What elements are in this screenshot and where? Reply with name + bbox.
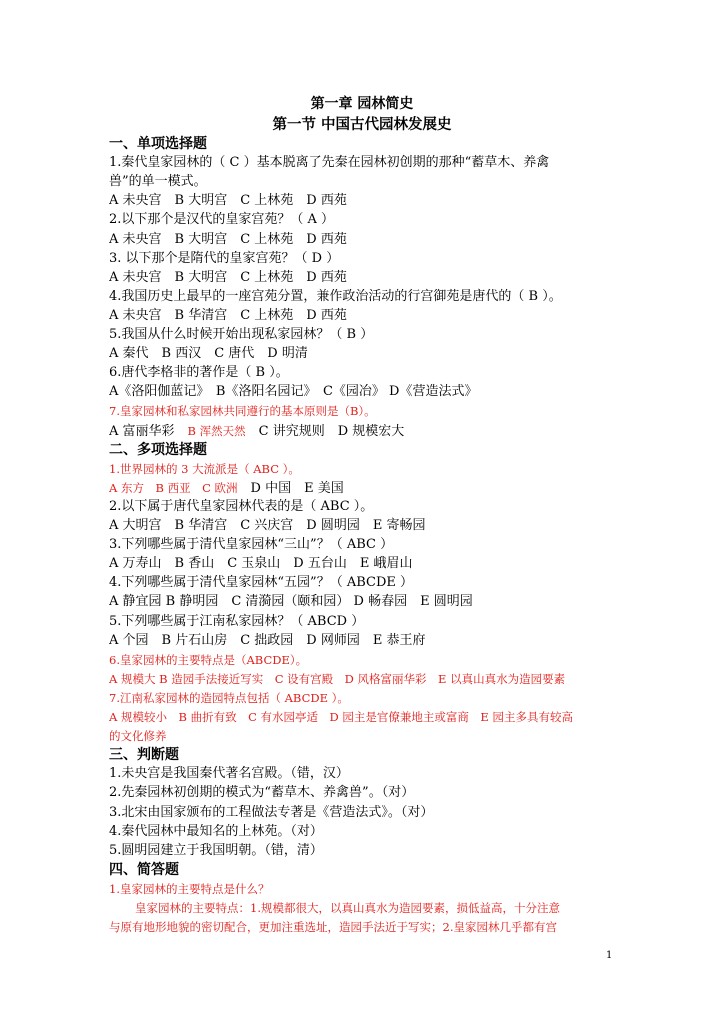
text-line: 皇家园林的主要特点：1.规模都很大，以真山真水为造园要素，损低益高，十分注意: [135, 901, 560, 915]
text-line: A 万寿山 B 香山 C 玉泉山 D 五台山 E 峨眉山: [109, 556, 413, 572]
text-line: A 未央宫 B 大明宫 C 上林苑 D 西苑: [109, 193, 347, 209]
text-line: A 大明宫 B 华清宫 C 兴庆宫 D 圆明园 E 寄畅园: [109, 518, 426, 533]
text-line: 1.秦代皇家园林的（ C ）基本脱离了先秦在园林初创期的那种“蓄草木、养禽: [109, 155, 550, 171]
page-number: 1: [606, 950, 613, 961]
section-heading: 三、判断题: [109, 747, 179, 764]
text-line: 6.皇家园林的主要特点是（ABCDE）。: [109, 652, 308, 667]
text-line: 5.我国从什么时候开始出现私家园林？（ B ）: [109, 327, 374, 342]
text-line: 兽”的单一模式。: [109, 174, 207, 190]
text-line: A《洛阳伽蓝记》 B《洛阳名园记》 C《园冶》 D《营造法式》: [109, 384, 478, 400]
text-line: 3.下列哪些属于清代皇家园林“三山”？（ ABC ）: [109, 537, 394, 553]
text-span: B 浑然天然: [187, 423, 246, 438]
text-line: 4.下列哪些属于清代皇家园林“五园”？（ ABCDE ）: [109, 575, 414, 591]
text-line: 2.以下属于唐代皇家园林代表的是（ ABC ）。: [109, 498, 374, 514]
text-line: 5.下列哪些属于江南私家园林？（ ABCD ）: [109, 613, 365, 629]
text-line: 5.圆明园建立于我国明朝。（错，清）: [109, 842, 323, 858]
text-line: 4.秦代园林中最知名的上林苑。（对）: [109, 823, 323, 839]
text-line: 1.未央宫是我国秦代著名宫殿。（错，汉）: [109, 766, 349, 782]
text-line: 与原有地形地貌的密切配合，更加注重选址，造园手法近于写实；2.皇家园林几乎都有宫: [109, 920, 557, 935]
text-line: 6.唐代李格非的著作是（ B ）。: [109, 365, 289, 381]
section-heading: 四、简答题: [109, 861, 179, 878]
text-line: A 未央宫 B 大明宫 C 上林苑 D 西苑: [109, 269, 347, 285]
text-span: D 中国 E 美国: [237, 480, 344, 496]
text-line: A 个园 B 片石山房 C 拙政园 D 网师园 E 恭王府: [109, 632, 426, 648]
chapter-title: 第一章 园林简史: [310, 96, 414, 112]
text-line: [109, 479, 615, 498]
text-line: [109, 422, 615, 441]
text-line: 2.以下那个是汉代的皇家宫苑？（ A ）: [109, 212, 335, 228]
text-line: 7.皇家园林和私家园林共同遵行的基本原则是（B）。: [109, 404, 376, 419]
text-line: A 静宜园 B 静明园 C 清漪园（颐和园） D 畅春园 E 圆明园: [109, 594, 473, 610]
text-span: A 东方 B 西亚 C 欧洲: [109, 480, 238, 495]
text-line: 3. 以下那个是隋代的皇家宫苑？（ D ）: [109, 250, 340, 266]
text-line: 4.我国历史上最早的一座宫苑分置，兼作政治活动的行宫御苑是唐代的（ B ）。: [109, 288, 562, 304]
text-line: A 未央宫 B 华清宫 C 上林苑 D 西苑: [109, 307, 347, 323]
text-line: 3.北宋由国家颁布的工程做法专著是《营造法式》。（对）: [109, 804, 434, 820]
section-heading: 一、单项选择题: [109, 136, 207, 152]
text-line: 1.皇家园林的主要特点是什么？: [109, 881, 270, 896]
text-line: 7.江南私家园林的造园特点包括（ ABCDE ）。: [109, 690, 349, 705]
text-line: A 规模较小 B 曲折有致 C 有水园亭适 D 园主是官僚兼地主或富商 E 园主多具有较高: [109, 710, 573, 724]
text-line: 1.世界园林的 3 大流派是（ ABC ）。: [109, 461, 300, 476]
text-line: A 未央宫 B 大明宫 C 上林苑 D 西苑: [109, 231, 347, 247]
text-span: A 富丽华彩: [109, 423, 188, 439]
text-line: 的文化修养: [109, 729, 167, 744]
text-line: A 秦代 B 西汉 C 唐代 D 明清: [109, 346, 308, 362]
text-span: C 讲究规则 D 规模宏大: [245, 423, 405, 439]
section-heading: 二、多项选择题: [109, 441, 207, 458]
section-title: 第一节 中国古代园林发展史: [272, 116, 452, 133]
text-line: 2.先秦园林初创期的模式为“蓄草木、养禽兽”。（对）: [109, 785, 415, 801]
text-line: A 规模大 B 造园手法接近写实 C 设有宫殿 D 风格富丽华彩 E 以真山真水为造园要素: [109, 671, 566, 686]
